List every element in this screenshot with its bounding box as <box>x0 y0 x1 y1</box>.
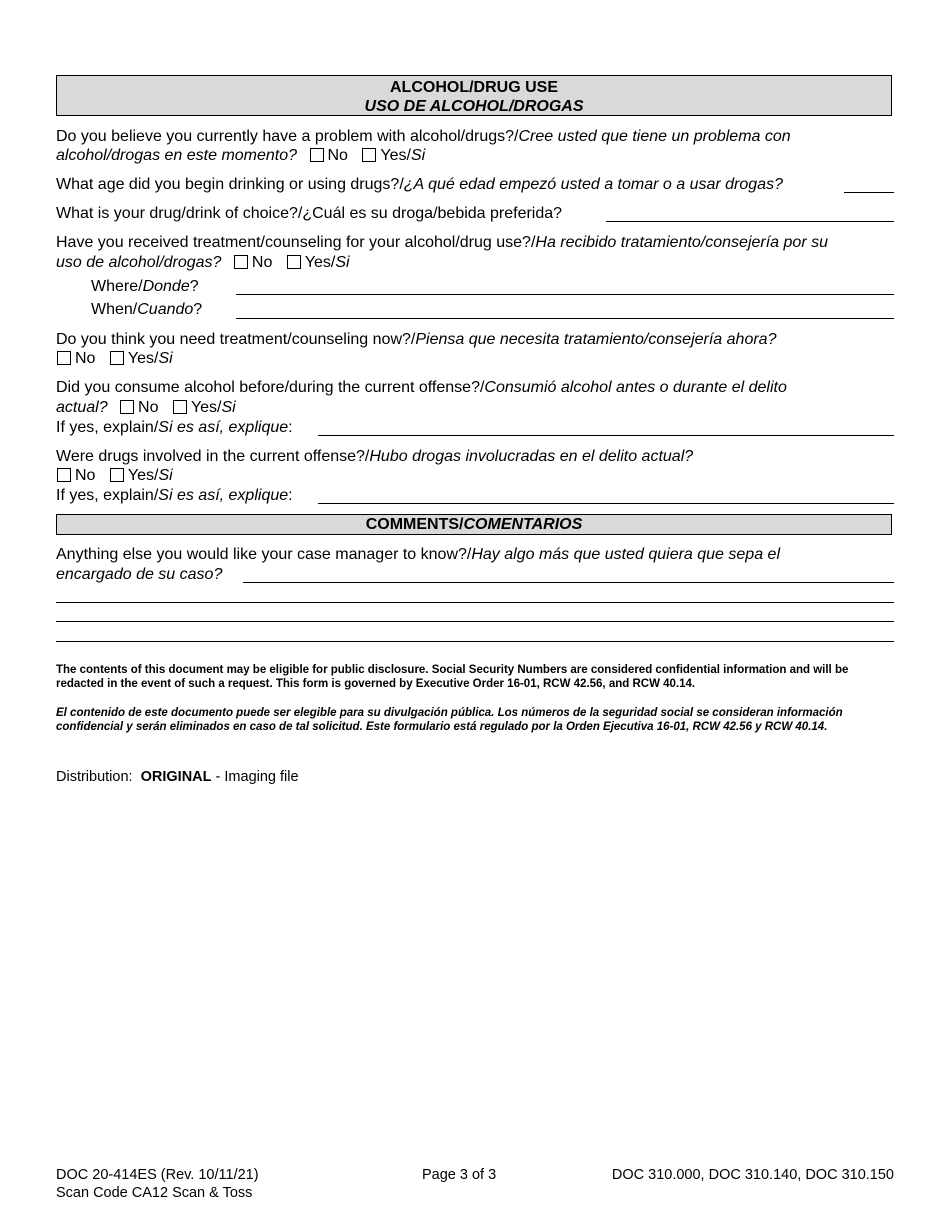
alcohol-offense-yes-checkbox[interactable] <box>173 400 187 414</box>
drugs-offense-options: No Yes/Si <box>56 466 173 485</box>
need-treatment-yes-checkbox[interactable] <box>110 351 124 365</box>
comments-field-line-3[interactable] <box>56 621 894 622</box>
treatment-no-checkbox[interactable] <box>234 255 248 269</box>
footer-scan-code: Scan Code CA12 Scan & Toss <box>56 1185 253 1201</box>
disclosure-spanish: El contenido de este documento puede ser elegible para su divulgación pública. Los números de la seguridad social se consideran información confidencial y serán eliminados en caso de tal solicitud. Este formulario está regulado por la Orden Ejecutiva 16-01, RCW 42.56 y RCW 40.14. <box>56 707 843 733</box>
question-drugs-offense: Were drugs involved in the current offense?/Hubo drogas involucradas en el delito actual? <box>56 448 694 465</box>
comments-field-line-2[interactable] <box>56 602 894 603</box>
distribution: Distribution: ORIGINAL - Imaging file <box>56 769 299 785</box>
need-treatment-no-checkbox[interactable] <box>57 351 71 365</box>
drugs-explain-label: If yes, explain/Si es así, explique: <box>56 487 293 504</box>
section-header-alcohol-drug <box>56 75 892 116</box>
alcohol-offense-no-checkbox[interactable] <box>120 400 134 414</box>
need-treatment-options: No Yes/Si <box>56 349 173 368</box>
problem-yes-checkbox[interactable] <box>362 148 376 162</box>
age-field[interactable] <box>844 192 894 193</box>
comments-title: COMMENTS/ <box>365 516 464 533</box>
comments-field-line-1[interactable] <box>243 582 894 583</box>
question-problem-line2: alcohol/drogas en este momento? No Yes/Si <box>56 147 426 164</box>
section-header-comments <box>56 514 892 535</box>
question-drug-of-choice: What is your drug/drink of choice?/¿Cuál es su droga/bebida preferida? <box>56 205 563 222</box>
question-treatment: Have you received treatment/counseling for your alcohol/drug use?/Ha recibido tratamiento/consejería por su <box>56 234 828 251</box>
section-title: ALCOHOL/DRUG USE <box>390 79 558 96</box>
drug-of-choice-field[interactable] <box>606 221 894 222</box>
drugs-explain-field[interactable] <box>318 503 894 504</box>
drugs-offense-yes-checkbox[interactable] <box>110 468 124 482</box>
question-anything-else-line2: encargado de su caso? <box>56 566 223 583</box>
section-title-es: USO DE ALCOHOL/DROGAS <box>364 98 584 115</box>
when-label: When/Cuando? <box>91 301 203 318</box>
question-age: What age did you begin drinking or using drugs?/¿A qué edad empezó usted a tomar o a usar drogas? <box>56 176 783 193</box>
footer-page-number: Page 3 of 3 <box>422 1167 497 1183</box>
problem-no-checkbox[interactable] <box>310 148 324 162</box>
question-alcohol-offense: Did you consume alcohol before/during the current offense?/Consumió alcohol antes o durante el delito <box>56 379 787 396</box>
question-treatment-line2: uso de alcohol/drogas? No Yes/Si <box>56 254 350 271</box>
comments-title-es: COMENTARIOS <box>463 516 583 533</box>
footer-form-number: DOC 20-414ES (Rev. 10/11/21) <box>56 1167 259 1183</box>
comments-field-line-4[interactable] <box>56 641 894 642</box>
where-field[interactable] <box>236 294 894 295</box>
question-alcohol-offense-line2: actual? No Yes/Si <box>56 399 236 416</box>
where-label: Where/Donde? <box>91 278 199 295</box>
treatment-yes-checkbox[interactable] <box>287 255 301 269</box>
when-field[interactable] <box>236 318 894 319</box>
footer-policy-refs: DOC 310.000, DOC 310.140, DOC 310.150 <box>611 1167 894 1183</box>
drugs-offense-no-checkbox[interactable] <box>57 468 71 482</box>
alcohol-explain-field[interactable] <box>318 435 894 436</box>
question-anything-else: Anything else you would like your case manager to know?/Hay algo más que usted quiera que sepa el <box>56 546 780 563</box>
alcohol-explain-label: If yes, explain/Si es así, explique: <box>56 419 293 436</box>
disclosure-english: The contents of this document may be eligible for public disclosure. Social Security Numbers are considered confidential information and will be redacted in the event of such a request. This form is governed by Executive Order 16-01, RCW 42.56, and RCW 40.14. <box>56 664 849 690</box>
question-need-treatment: Do you think you need treatment/counseling now?/Piensa que necesita tratamiento/consejería ahora? <box>56 331 777 348</box>
question-problem: Do you believe you currently have a problem with alcohol/drugs?/Cree usted que tiene un problema con <box>56 128 791 145</box>
